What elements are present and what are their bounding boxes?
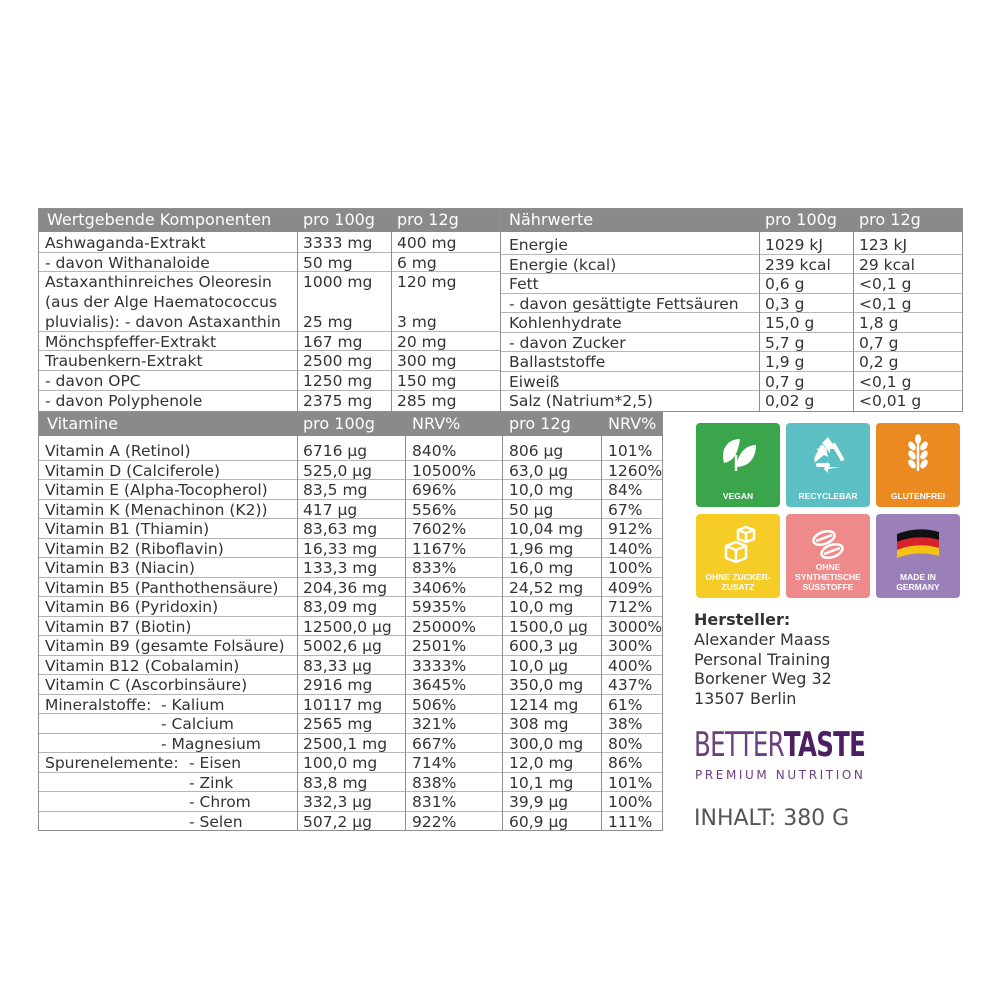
table-row — [39, 441, 662, 461]
table-row — [39, 695, 662, 715]
brand-logo-part2: TASTE — [783, 725, 866, 765]
table-row — [39, 773, 662, 793]
table-cell: - Kalium — [161, 695, 225, 714]
table-row — [501, 235, 962, 255]
naehrwerte-header — [501, 209, 962, 232]
table-cell: 16,33 mg — [303, 539, 378, 558]
badge-ohne-zucker-zusatz — [696, 514, 780, 598]
table-cell: 2375 mg — [303, 391, 373, 410]
table-cell: 86% — [608, 754, 643, 772]
table-cell: 67% — [608, 500, 643, 519]
table-cell: 111% — [608, 812, 653, 831]
table-row — [39, 539, 662, 559]
table-cell: 0,2 g — [859, 353, 899, 371]
wheat-icon — [876, 433, 960, 473]
table-row — [39, 578, 662, 598]
table-cell: 60,9 µg — [509, 812, 569, 831]
table-cell: - Eisen — [189, 754, 242, 772]
table-cell: 285 mg — [397, 391, 457, 410]
hersteller-title: Hersteller: — [694, 610, 791, 629]
naehrwerte-header-12g: pro 12g — [859, 210, 921, 229]
table-cell: 24,52 mg — [509, 578, 584, 597]
table-cell: 2565 mg — [303, 715, 373, 733]
table-cell: 506% — [412, 695, 457, 714]
table-cell: 101% — [608, 442, 653, 460]
recycle-icon — [786, 433, 870, 473]
table-cell: 0,7 g — [859, 333, 899, 352]
table-cell: 100% — [608, 559, 653, 577]
table-row — [39, 558, 662, 578]
table-cell: 63,0 µg — [509, 461, 569, 480]
table-row — [39, 461, 662, 481]
table-cell: 100,0 mg — [303, 754, 378, 772]
table-cell: 83,8 mg — [303, 773, 368, 792]
table-cell: 3000% — [608, 617, 663, 636]
table-cell: 12500,0 µg — [303, 617, 392, 636]
sugar-cubes-icon — [696, 524, 780, 564]
table-row — [39, 636, 662, 656]
table-row — [501, 391, 962, 411]
table-cell: 308 mg — [509, 715, 569, 733]
badge-label: RECYCLEBAR — [798, 491, 858, 501]
table-cell: 120 mg — [397, 273, 457, 292]
table-cell: 714% — [412, 754, 457, 772]
table-cell: 417 µg — [303, 500, 358, 519]
table-cell: 1029 kJ — [765, 236, 823, 254]
table-cell: 2500,1 mg — [303, 734, 388, 753]
table-cell: - davon Zucker — [509, 333, 626, 352]
table-cell: 437% — [608, 676, 653, 694]
table-cell: 922% — [412, 812, 457, 831]
badge-label: GLUTENFREI — [890, 491, 946, 501]
table-cell: - Zink — [189, 773, 234, 792]
table-cell: - davon gesättigte Fettsäuren — [509, 294, 739, 313]
table-cell: 10,0 mg — [509, 598, 574, 616]
table-cell: 239 kcal — [765, 255, 831, 274]
table-cell: 1260% — [608, 461, 663, 480]
table-cell: 300 mg — [397, 352, 457, 371]
table-row — [501, 294, 962, 314]
table-cell: 600,3 µg — [509, 637, 579, 655]
badge-label: MADE IN GERMANY — [896, 572, 940, 592]
table-cell: Fett — [509, 275, 539, 293]
badge-glutenfrei — [876, 423, 960, 507]
table-cell: 83,33 µg — [303, 656, 373, 675]
badge-recyclebar — [786, 423, 870, 507]
table-row — [39, 391, 500, 411]
table-cell: 6 mg — [397, 253, 437, 272]
table-cell: 10,04 mg — [509, 520, 584, 538]
table-cell: 3645% — [412, 676, 467, 694]
table-cell: Eiweiß — [509, 372, 560, 391]
table-cell: 39,9 µg — [509, 793, 569, 811]
table-cell: 1250 mg — [303, 371, 373, 390]
table-cell: 2501% — [412, 637, 467, 655]
table-cell: 6716 µg — [303, 442, 368, 460]
table-cell: 83,63 mg — [303, 520, 378, 538]
table-cell: 7602% — [412, 520, 467, 538]
table-cell: 0,3 g — [765, 294, 805, 313]
table-row — [39, 292, 500, 312]
table-cell: 300,0 mg — [509, 734, 584, 753]
table-cell: 321% — [412, 715, 457, 733]
vitamine-header-12g: pro 12g — [509, 414, 571, 433]
table-cell: Spurenelemente: — [45, 754, 179, 772]
badge-made-in-germany — [876, 514, 960, 598]
vitamine-header-name: Vitamine — [47, 414, 119, 433]
inhalt-label: INHALT: 380 G — [694, 806, 850, 831]
hersteller-line: 13507 Berlin — [694, 688, 797, 708]
table-row — [39, 656, 662, 676]
table-cell: <0,1 g — [859, 372, 912, 391]
table-cell: 29 kcal — [859, 255, 915, 274]
table-cell: 167 mg — [303, 332, 363, 351]
table-cell: <0,1 g — [859, 294, 912, 313]
badge-label: OHNE ZUCKER-ZUSATZ — [705, 572, 771, 592]
table-cell: 350,0 mg — [509, 676, 584, 694]
table-cell: (aus der Alge Haematococcus — [45, 293, 278, 312]
badge-label: VEGAN — [722, 491, 754, 501]
table-cell: 5,7 g — [765, 333, 805, 352]
table-cell: 5935% — [412, 598, 467, 616]
table-cell: Vitamin B1 (Thiamin) — [45, 520, 210, 538]
table-cell: 831% — [412, 793, 457, 811]
sweetener-tablets-icon — [786, 524, 870, 564]
table-cell: 409% — [608, 578, 653, 597]
vitamine-table — [38, 412, 663, 831]
table-cell: 140% — [608, 539, 653, 558]
table-cell: Vitamin K (Menachinon (K2)) — [45, 500, 268, 519]
brand-tagline: PREMIUM NUTRITION — [695, 768, 866, 782]
table-cell: Vitamin B12 (Cobalamin) — [45, 656, 240, 675]
hersteller-block — [694, 610, 832, 708]
table-cell: Vitamin B3 (Niacin) — [45, 559, 195, 577]
hersteller-line: Alexander Maass — [694, 630, 831, 649]
table-cell: 400% — [608, 656, 653, 675]
table-cell: 525,0 µg — [303, 461, 373, 480]
table-row — [39, 253, 500, 273]
table-cell: Vitamin B6 (Pyridoxin) — [45, 598, 219, 616]
table-row — [39, 617, 662, 637]
table-row — [39, 371, 500, 391]
table-cell: Vitamin D (Calciferole) — [45, 461, 221, 480]
table-cell: 1,9 g — [765, 353, 805, 371]
table-cell: 3333% — [412, 656, 467, 675]
table-row — [39, 519, 662, 539]
germany-flag-icon — [876, 524, 960, 564]
table-cell: 833% — [412, 559, 457, 577]
table-cell: <0,01 g — [859, 392, 922, 410]
table-cell: Salz (Natrium*2,5) — [509, 392, 653, 410]
table-cell: 5002,6 µg — [303, 637, 382, 655]
badge-ohne-synthetische-süsstoffe — [786, 514, 870, 598]
table-cell: 0,6 g — [765, 275, 805, 293]
table-cell: 84% — [608, 481, 643, 499]
komponenten-header-name: Wertgebende Komponenten — [47, 210, 272, 229]
table-cell: 61% — [608, 695, 643, 714]
table-row — [39, 792, 662, 812]
table-cell: 16,0 mg — [509, 559, 574, 577]
table-cell: Vitamin B2 (Riboflavin) — [45, 539, 224, 558]
table-cell: Ballaststoffe — [509, 353, 606, 371]
table-cell: Energie — [509, 236, 568, 254]
naehrwerte-header-100g: pro 100g — [765, 210, 837, 229]
table-cell: 80% — [608, 734, 643, 753]
table-cell: Vitamin B5 (Panthothensäure) — [45, 578, 279, 597]
table-cell: Vitamin C (Ascorbinsäure) — [45, 676, 248, 694]
table-cell: 38% — [608, 715, 643, 733]
table-cell: Kohlenhydrate — [509, 314, 622, 332]
table-cell: Energie (kcal) — [509, 255, 617, 274]
table-cell: 1167% — [412, 539, 467, 558]
table-cell: 1000 mg — [303, 273, 373, 292]
table-cell: 806 µg — [509, 442, 564, 460]
table-cell: 83,5 mg — [303, 481, 368, 499]
table-cell: - Magnesium — [161, 734, 261, 753]
table-cell: 712% — [608, 598, 653, 616]
table-cell: 556% — [412, 500, 457, 519]
table-cell: 696% — [412, 481, 457, 499]
naehrwerte-table — [500, 208, 963, 412]
naehrwerte-header-name: Nährwerte — [509, 210, 594, 229]
table-cell: - Chrom — [189, 793, 251, 811]
table-cell: 12,0 mg — [509, 754, 574, 772]
table-row — [39, 272, 500, 292]
table-cell: 15,0 g — [765, 314, 815, 332]
table-cell: <0,1 g — [859, 275, 912, 293]
table-cell: 0,02 g — [765, 392, 815, 410]
table-cell: Vitamin A (Retinol) — [45, 442, 191, 460]
table-row — [501, 372, 962, 392]
table-cell: 10,0 µg — [509, 656, 569, 675]
table-row — [39, 812, 662, 832]
table-cell: 2500 mg — [303, 352, 373, 371]
badge-vegan — [696, 423, 780, 507]
table-row — [39, 500, 662, 520]
table-cell: 840% — [412, 442, 457, 460]
komponenten-table — [38, 208, 501, 412]
table-cell: 3 mg — [397, 312, 437, 331]
table-cell: pluvialis): - davon Astaxanthin — [45, 312, 281, 331]
table-cell: 3406% — [412, 578, 467, 597]
table-cell: 50 mg — [303, 253, 353, 272]
table-row — [39, 312, 500, 332]
table-cell: 1,8 g — [859, 314, 899, 332]
table-row — [501, 352, 962, 372]
table-cell: 10117 mg — [303, 695, 383, 714]
table-cell: 25 mg — [303, 312, 353, 331]
table-cell: 1214 mg — [509, 695, 579, 714]
table-cell: - davon OPC — [45, 371, 141, 390]
table-row — [39, 332, 500, 352]
table-cell: - Selen — [189, 812, 243, 831]
hersteller-line: Personal Training — [694, 649, 831, 669]
table-cell: 10,0 mg — [509, 481, 574, 499]
table-cell: 667% — [412, 734, 457, 753]
table-cell: Vitamin E (Alpha-Tocopherol) — [45, 481, 268, 499]
table-cell: 838% — [412, 773, 457, 792]
table-row — [501, 313, 962, 333]
table-cell: 25000% — [412, 617, 477, 636]
table-cell: 10500% — [412, 461, 477, 480]
table-cell: - davon Withanaloide — [45, 253, 210, 272]
table-cell: Vitamin B7 (Biotin) — [45, 617, 192, 636]
table-row — [39, 480, 662, 500]
table-cell: 133,3 mg — [303, 559, 378, 577]
komponenten-header — [39, 209, 500, 232]
table-row — [39, 597, 662, 617]
table-cell: 400 mg — [397, 234, 457, 252]
table-row — [501, 333, 962, 353]
table-cell: 3333 mg — [303, 234, 373, 252]
table-cell: 123 kJ — [859, 236, 908, 254]
table-cell: - Calcium — [161, 715, 234, 733]
table-row — [39, 351, 500, 371]
vitamine-header — [39, 413, 662, 436]
hersteller-line: Borkener Weg 32 — [694, 669, 832, 689]
table-cell: 300% — [608, 637, 653, 655]
table-cell: 1500,0 µg — [509, 617, 588, 636]
table-cell: 50 µg — [509, 500, 554, 519]
table-row — [39, 714, 662, 734]
table-cell: 2916 mg — [303, 676, 373, 694]
brand-logo-part1: BETTER — [694, 725, 784, 765]
table-cell: 101% — [608, 773, 653, 792]
badge-label: OHNE SYNTHETISCHE SÜSSTOFFE — [795, 562, 861, 592]
table-cell: 912% — [608, 520, 653, 538]
komponenten-header-12g: pro 12g — [397, 210, 459, 229]
vitamine-header-nrv100: NRV% — [412, 414, 461, 433]
table-row — [39, 734, 662, 754]
table-row — [501, 274, 962, 294]
leaf-icon — [696, 433, 780, 473]
table-row — [501, 255, 962, 275]
table-cell: - davon Polyphenole — [45, 391, 203, 410]
table-row — [39, 675, 662, 695]
table-cell: 507,2 µg — [303, 812, 373, 831]
table-cell: Astaxanthinreiches Oleoresin — [45, 273, 272, 292]
table-cell: 204,36 mg — [303, 578, 388, 597]
vitamine-header-nrv12: NRV% — [608, 414, 657, 433]
brand-logo — [694, 726, 865, 764]
vitamine-header-100g: pro 100g — [303, 414, 375, 433]
table-cell: Mönchspfeffer-Extrakt — [45, 332, 217, 351]
table-cell: 332,3 µg — [303, 793, 373, 811]
table-cell: 100% — [608, 793, 653, 811]
table-cell: 150 mg — [397, 371, 457, 390]
table-cell: Vitamin B9 (gesamte Folsäure) — [45, 637, 285, 655]
table-cell: Ashwaganda-Extrakt — [45, 234, 206, 252]
table-cell: 10,1 mg — [509, 773, 574, 792]
table-cell: 83,09 mg — [303, 598, 378, 616]
table-cell: Traubenkern-Extrakt — [45, 352, 203, 371]
table-cell: Mineralstoffe: — [45, 695, 152, 714]
table-row — [39, 753, 662, 773]
komponenten-header-100g: pro 100g — [303, 210, 375, 229]
table-cell: 20 mg — [397, 332, 447, 351]
table-row — [39, 233, 500, 253]
table-cell: 1,96 mg — [509, 539, 574, 558]
table-cell: 0,7 g — [765, 372, 805, 391]
